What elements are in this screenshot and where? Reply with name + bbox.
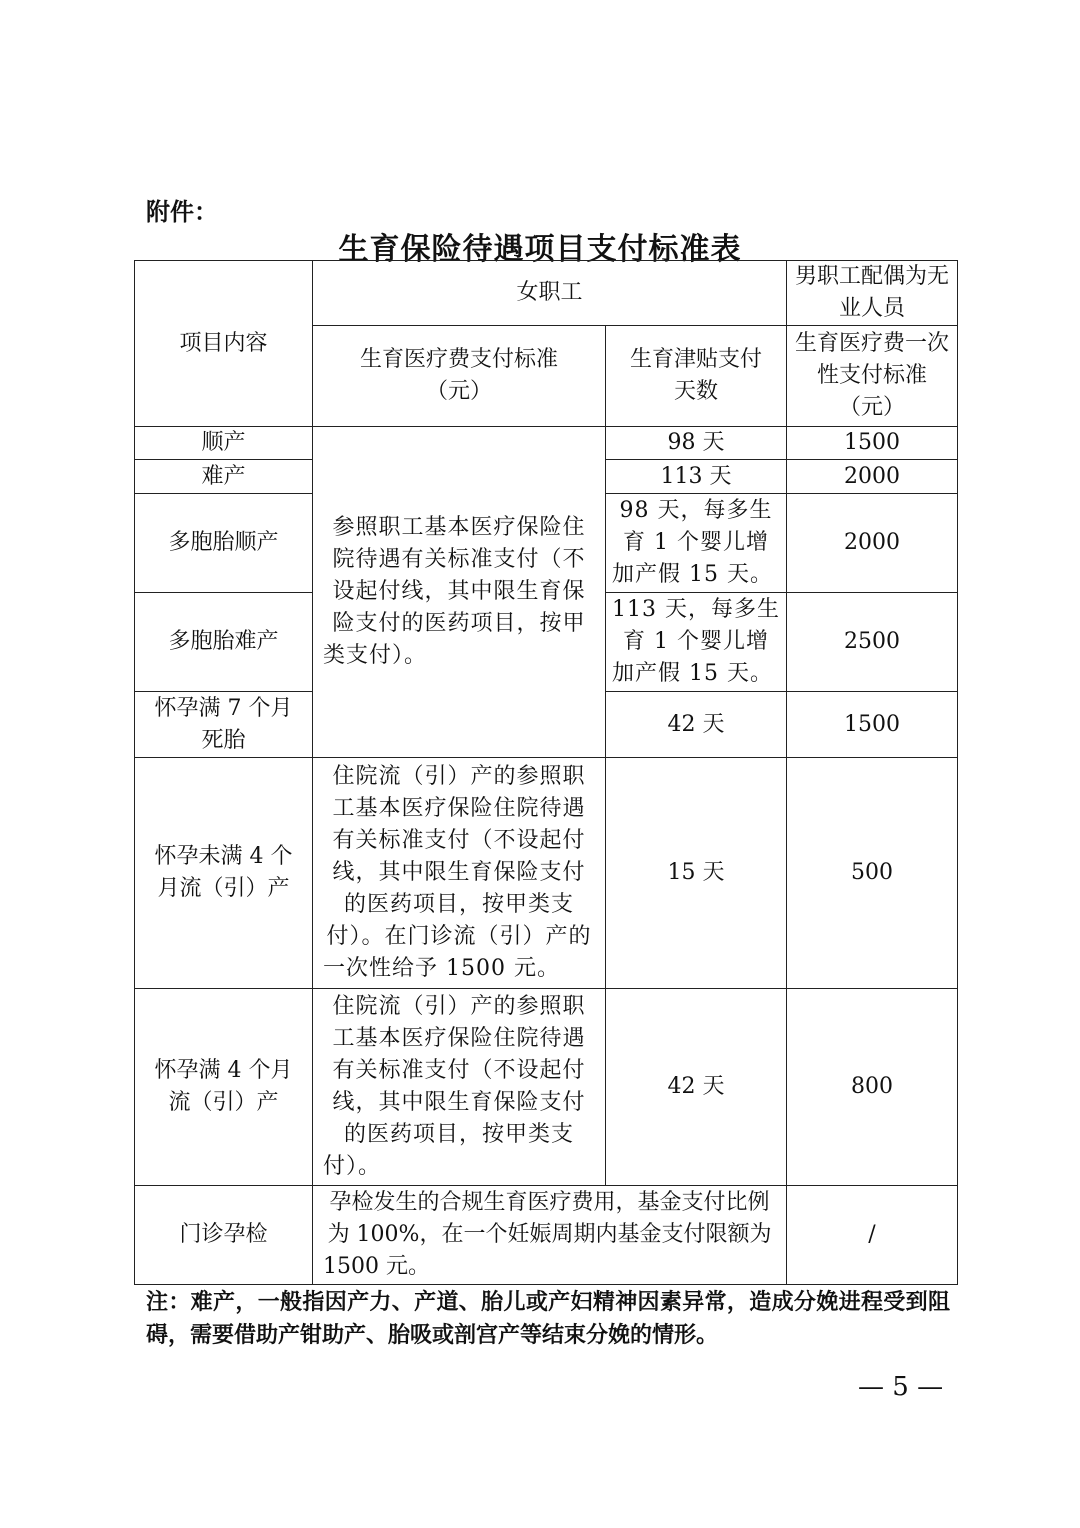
row-item: 怀孕满 7 个月死胎: [135, 692, 313, 758]
row-item: 多胞胎顺产: [135, 494, 313, 593]
document-title: 生育保险待遇项目支付标准表: [338, 232, 742, 267]
row-amount: 1500: [787, 692, 958, 758]
shared-medical-standard: 参照职工基本医疗保险住院待遇有关标准支付（不设起付线，其中限生育保险支付的医药项目，按甲类支付）。: [313, 427, 606, 758]
row-amount: 2000: [787, 460, 958, 494]
row-days: 98 天: [606, 427, 787, 460]
header-one-time-fee-standard: 生育医疗费一次性支付标准（元）: [787, 326, 958, 427]
payment-standard-table: [134, 260, 958, 1285]
header-female-worker: 女职工: [313, 261, 787, 326]
row-amount: 1500: [787, 427, 958, 460]
row-item: 顺产: [135, 427, 313, 460]
footnote: 注：难产，一般指因产力、产道、胎儿或产妇精神因素异常，造成分娩进程受到阻碍，需要借助产钳助产、胎吸或剖宫产等结束分娩的情形。: [146, 1290, 950, 1348]
row-days: 113 天: [606, 460, 787, 494]
header-item-content: 项目内容: [135, 261, 313, 427]
row-item: 门诊孕检: [135, 1186, 313, 1285]
row-amount: 2500: [787, 593, 958, 692]
row-standard: 住院流（引）产的参照职工基本医疗保险住院待遇有关标准支付（不设起付线，其中限生育保险支付的医药项目，按甲类支付）。在门诊流（引）产的一次性给予 1500 元。: [313, 758, 606, 989]
row-item: 难产: [135, 460, 313, 494]
row-standard: 住院流（引）产的参照职工基本医疗保险住院待遇有关标准支付（不设起付线，其中限生育保险支付的医药项目，按甲类支付）。: [313, 989, 606, 1186]
row-days: 42 天: [606, 692, 787, 758]
row-days: 113 天，每多生育 1 个婴儿增加产假 15 天。: [606, 593, 787, 692]
page-number: — 5 —: [858, 1372, 944, 1402]
row-amount: 2000: [787, 494, 958, 593]
header-allowance-days: 生育津贴支付天数: [606, 326, 787, 427]
header-male-spouse: 男职工配偶为无业人员: [787, 261, 958, 326]
row-days: 15 天: [606, 758, 787, 989]
row-days: 98 天，每多生育 1 个婴儿增加产假 15 天。: [606, 494, 787, 593]
header-medical-fee-standard: 生育医疗费支付标准（元）: [313, 326, 606, 427]
row-amount: 800: [787, 989, 958, 1186]
row-amount: /: [787, 1186, 958, 1285]
row-item: 怀孕满 4 个月流（引）产: [135, 989, 313, 1186]
row-amount: 500: [787, 758, 958, 989]
row-item: 多胞胎难产: [135, 593, 313, 692]
row-item: 怀孕未满 4 个月流（引）产: [135, 758, 313, 989]
row-days: 42 天: [606, 989, 787, 1186]
row-standard: 孕检发生的合规生育医疗费用，基金支付比例为 100%，在一个妊娠周期内基金支付限额为 1500 元。: [313, 1186, 787, 1285]
attachment-label: 附件：: [146, 198, 218, 226]
